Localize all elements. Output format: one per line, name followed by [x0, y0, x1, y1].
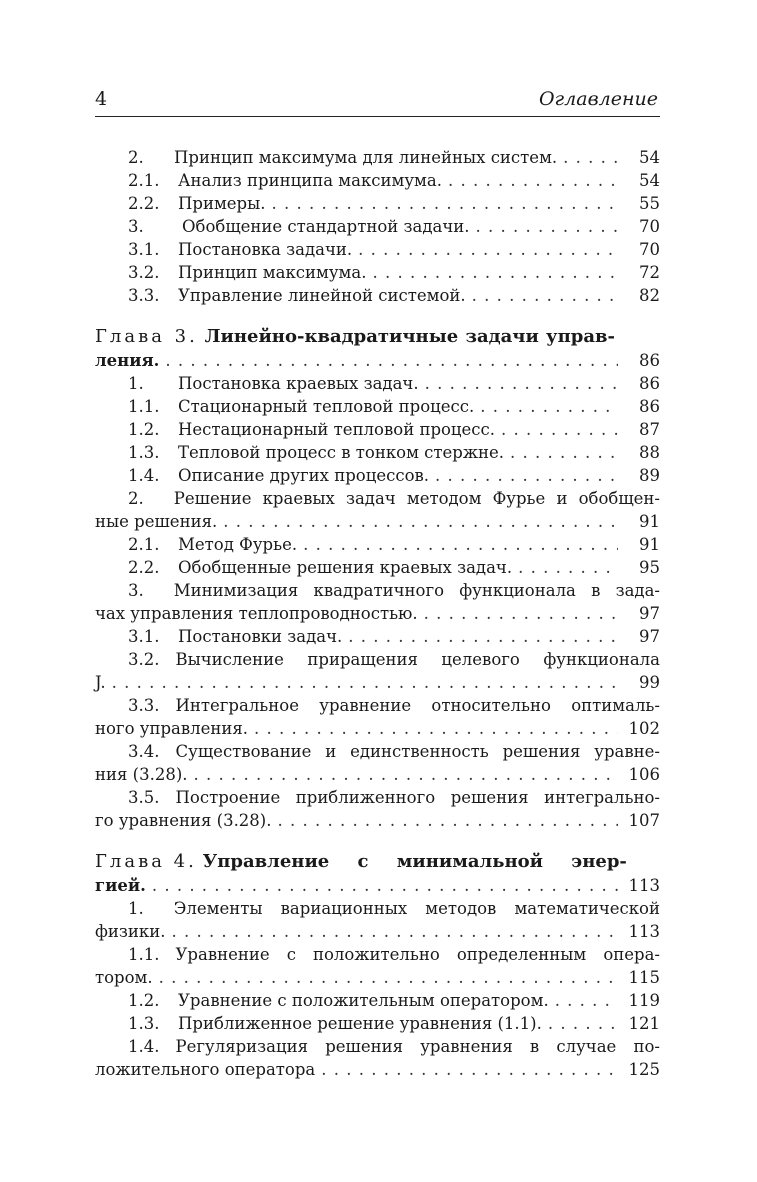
toc-entry-cont[interactable]: ложительного оператора . . . 125 — [95, 1058, 660, 1082]
toc-entry[interactable]: 3.3. Интегральное уравнение относительно оптималь- — [128, 696, 660, 715]
toc-entry[interactable]: 2.2. Примеры. . . . 55 — [128, 192, 660, 216]
toc-entry[interactable]: 1.3. Приближенное решение уравнения (1.1). . . . 121 — [128, 1012, 660, 1036]
toc-entry[interactable]: 2.1. Метод Фурье. . . . 91 — [128, 533, 660, 557]
toc-entry[interactable]: 1.2. Уравнение с положительным оператором. . . . 119 — [128, 989, 660, 1013]
toc-entry[interactable]: 3.2. Вычисление приращения целевого функционала — [128, 650, 660, 669]
toc-entry[interactable]: 2.2. Обобщенные решения краевых задач. . . . 95 — [128, 556, 660, 580]
toc-entry-cont[interactable]: ные решения. . . . 91 — [95, 510, 660, 534]
toc-entry[interactable]: 3.2. Принцип максимума. . . . 72 — [128, 261, 660, 285]
page-header — [95, 88, 660, 117]
toc-entry[interactable]: 1.2. Нестационарный тепловой процесс. . . . 87 — [128, 418, 660, 442]
toc-entry[interactable]: 1.4. Описание других процессов. . . . 89 — [128, 464, 660, 488]
toc-entry[interactable]: 2. Решение краевых задач методом Фурье и обобщен- — [128, 489, 660, 508]
toc-entry[interactable]: 1. Постановка краевых задач. . . . 86 — [128, 372, 660, 396]
toc-entry[interactable]: 3.3. Управление линейной системой. . . . 82 — [128, 284, 660, 308]
toc-entry[interactable]: 2.1. Анализ принципа максимума. . . . 54 — [128, 169, 660, 193]
toc-entry[interactable]: 3.1. Постановки задач. . . . 97 — [128, 625, 660, 649]
toc-entry-cont[interactable]: тором. . . . 115 — [95, 966, 660, 990]
chapter-4-heading[interactable]: Глава 4. Управление с минимальной энер- — [95, 851, 627, 872]
toc-entry[interactable]: 3. Обобщение стандартной задачи. . . . 70 — [128, 215, 660, 239]
toc-entry-cont[interactable]: го уравнения (3.28). . . . 107 — [95, 809, 660, 833]
toc-entry[interactable]: 1.3. Тепловой процесс в тонком стержне. . . . 88 — [128, 441, 660, 465]
toc-entry-cont[interactable]: J. . . . 99 — [95, 671, 660, 695]
toc-entry[interactable]: 1.1. Уравнение с положительно определенным опера- — [128, 945, 660, 964]
toc-entry-cont[interactable]: чах управления теплопроводностью. . . . 97 — [95, 602, 660, 626]
toc-entry[interactable]: 3.4. Существование и единственность решения уравне- — [128, 742, 660, 761]
chapter-4-heading-cont[interactable]: гией. . . . 113 — [95, 874, 660, 898]
chapter-3-heading[interactable]: Глава 3. Линейно-квадратичные задачи управ- — [95, 326, 615, 347]
toc-entry[interactable]: 2. Принцип максимума для линейных систем. . . . 54 — [128, 146, 660, 170]
toc-entry[interactable]: 3.5. Построение приближенного решения интегрально- — [128, 788, 660, 807]
toc-entry[interactable]: 1.4. Регуляризация решения уравнения в случае по- — [128, 1037, 660, 1056]
running-head: Оглавление — [538, 88, 658, 110]
toc-entry[interactable]: 1.1. Стационарный тепловой процесс. . . . 86 — [128, 395, 660, 419]
page-number: 4 — [95, 88, 108, 110]
toc-entry[interactable]: 3.1. Постановка задачи. . . . 70 — [128, 238, 660, 262]
toc-entry-cont[interactable]: ния (3.28). . . . 106 — [95, 763, 660, 787]
chapter-3-heading-cont[interactable]: ления. . . . 86 — [95, 349, 660, 373]
toc-entry-cont[interactable]: ного управления. . . . 102 — [95, 717, 660, 741]
toc-entry-cont[interactable]: физики. . . . 113 — [95, 920, 660, 944]
toc-entry[interactable]: 3. Минимизация квадратичного функционала в зада- — [128, 581, 660, 600]
toc-entry[interactable]: 1. Элементы вариационных методов математической — [128, 899, 660, 918]
